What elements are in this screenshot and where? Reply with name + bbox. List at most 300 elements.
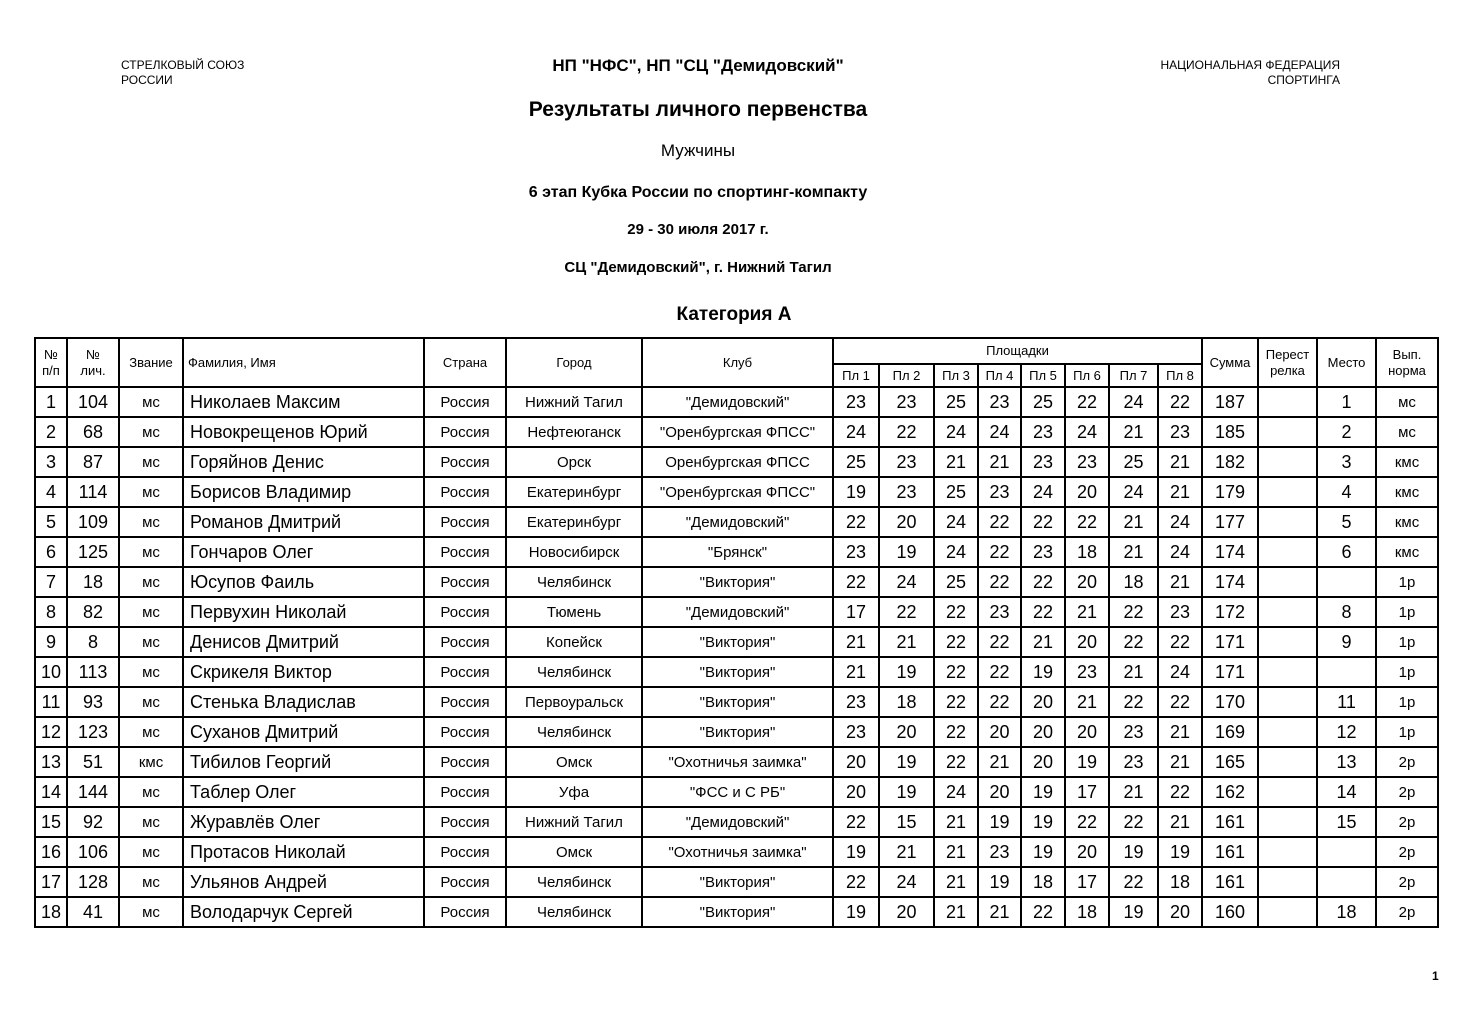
cell-ground-1: 21 — [833, 657, 879, 687]
cell-place: 15 — [1317, 807, 1376, 837]
cell-number: 2 — [35, 417, 67, 447]
cell-place — [1317, 867, 1376, 897]
cell-norm: 2р — [1376, 747, 1438, 777]
cell-ground-4: 21 — [978, 747, 1021, 777]
cell-bib: 8 — [67, 627, 119, 657]
cell-total: 162 — [1202, 777, 1258, 807]
cell-ground-1: 19 — [833, 477, 879, 507]
page-number: 1 — [1432, 969, 1439, 983]
cell-ground-6: 20 — [1065, 477, 1109, 507]
cell-country: Россия — [424, 387, 506, 417]
cell-ground-7: 23 — [1109, 747, 1158, 777]
cell-ground-2: 22 — [879, 597, 934, 627]
col-header-number: № п/п — [35, 338, 67, 387]
cell-place: 12 — [1317, 717, 1376, 747]
cell-country: Россия — [424, 837, 506, 867]
cell-ground-6: 23 — [1065, 657, 1109, 687]
cell-place — [1317, 657, 1376, 687]
cell-name: Ульянов Андрей — [183, 867, 424, 897]
col-header-ground-5: Пл 5 — [1021, 364, 1065, 387]
cell-ground-7: 21 — [1109, 507, 1158, 537]
col-header-total: Сумма — [1202, 338, 1258, 387]
event-title: 6 этап Кубка России по спортинг-компакту — [528, 184, 868, 201]
cell-ground-8: 23 — [1158, 417, 1202, 447]
cell-norm: кмс — [1376, 537, 1438, 567]
cell-shootoff — [1258, 537, 1317, 567]
cell-ground-6: 20 — [1065, 717, 1109, 747]
cell-ground-7: 21 — [1109, 417, 1158, 447]
cell-club: "Виктория" — [642, 867, 833, 897]
cell-ground-6: 21 — [1065, 597, 1109, 627]
cell-place: 9 — [1317, 627, 1376, 657]
table-row — [35, 777, 1438, 807]
cell-place: 8 — [1317, 597, 1376, 627]
cell-name: Горяйнов Денис — [183, 447, 424, 477]
cell-club: "Виктория" — [642, 567, 833, 597]
cell-ground-8: 22 — [1158, 777, 1202, 807]
cell-ground-6: 24 — [1065, 417, 1109, 447]
cell-ground-5: 20 — [1021, 747, 1065, 777]
cell-rank: мс — [119, 777, 183, 807]
cell-city: Челябинск — [506, 897, 642, 927]
cell-city: Челябинск — [506, 657, 642, 687]
cell-ground-6: 22 — [1065, 507, 1109, 537]
cell-club: "Виктория" — [642, 897, 833, 927]
cell-country: Россия — [424, 537, 506, 567]
cell-country: Россия — [424, 687, 506, 717]
cell-city: Новосибирск — [506, 537, 642, 567]
cell-total: 179 — [1202, 477, 1258, 507]
cell-ground-4: 23 — [978, 597, 1021, 627]
cell-club: Оренбургская ФПСС — [642, 447, 833, 477]
cell-shootoff — [1258, 777, 1317, 807]
cell-ground-5: 20 — [1021, 687, 1065, 717]
cell-city: Тюмень — [506, 597, 642, 627]
cell-ground-3: 24 — [934, 507, 978, 537]
cell-place: 11 — [1317, 687, 1376, 717]
cell-bib: 125 — [67, 537, 119, 567]
cell-country: Россия — [424, 897, 506, 927]
cell-bib: 41 — [67, 897, 119, 927]
cell-city: Екатеринбург — [506, 507, 642, 537]
cell-ground-7: 19 — [1109, 837, 1158, 867]
cell-ground-3: 24 — [934, 777, 978, 807]
cell-shootoff — [1258, 657, 1317, 687]
cell-ground-1: 19 — [833, 837, 879, 867]
col-header-ground-1: Пл 1 — [833, 364, 879, 387]
cell-ground-7: 22 — [1109, 687, 1158, 717]
cell-name: Новокрещенов Юрий — [183, 417, 424, 447]
cell-shootoff — [1258, 627, 1317, 657]
cell-number: 3 — [35, 447, 67, 477]
cell-rank: мс — [119, 447, 183, 477]
cell-ground-4: 22 — [978, 567, 1021, 597]
col-header-place: Место — [1317, 338, 1376, 387]
cell-total: 174 — [1202, 567, 1258, 597]
cell-ground-4: 22 — [978, 507, 1021, 537]
cell-ground-6: 22 — [1065, 387, 1109, 417]
cell-ground-1: 20 — [833, 777, 879, 807]
cell-ground-8: 20 — [1158, 897, 1202, 927]
cell-ground-5: 22 — [1021, 567, 1065, 597]
cell-total: 160 — [1202, 897, 1258, 927]
cell-norm: кмс — [1376, 477, 1438, 507]
cell-name: Первухин Николай — [183, 597, 424, 627]
page-title: Результаты личного первенства — [528, 98, 868, 121]
cell-shootoff — [1258, 717, 1317, 747]
cell-number: 16 — [35, 837, 67, 867]
cell-ground-3: 22 — [934, 657, 978, 687]
cell-norm: 1р — [1376, 717, 1438, 747]
cell-ground-4: 21 — [978, 447, 1021, 477]
cell-bib: 109 — [67, 507, 119, 537]
cell-ground-8: 22 — [1158, 387, 1202, 417]
cell-ground-5: 22 — [1021, 897, 1065, 927]
cell-shootoff — [1258, 837, 1317, 867]
cell-rank: кмс — [119, 747, 183, 777]
cell-ground-5: 18 — [1021, 867, 1065, 897]
cell-city: Уфа — [506, 777, 642, 807]
cell-ground-5: 24 — [1021, 477, 1065, 507]
cell-shootoff — [1258, 897, 1317, 927]
cell-ground-3: 25 — [934, 567, 978, 597]
cell-rank: мс — [119, 477, 183, 507]
cell-number: 14 — [35, 777, 67, 807]
cell-shootoff — [1258, 507, 1317, 537]
cell-ground-2: 19 — [879, 747, 934, 777]
cell-ground-1: 20 — [833, 747, 879, 777]
cell-place: 13 — [1317, 747, 1376, 777]
cell-shootoff — [1258, 477, 1317, 507]
table-row — [35, 537, 1438, 567]
cell-ground-2: 23 — [879, 477, 934, 507]
cell-name: Стенька Владислав — [183, 687, 424, 717]
cell-ground-3: 24 — [934, 537, 978, 567]
cell-bib: 18 — [67, 567, 119, 597]
cell-ground-8: 21 — [1158, 477, 1202, 507]
cell-bib: 128 — [67, 867, 119, 897]
category-title: Категория А — [676, 304, 792, 325]
col-header-grounds: Площадки — [833, 338, 1202, 364]
cell-ground-8: 19 — [1158, 837, 1202, 867]
cell-ground-4: 22 — [978, 657, 1021, 687]
cell-shootoff — [1258, 807, 1317, 837]
cell-country: Россия — [424, 477, 506, 507]
cell-place — [1317, 837, 1376, 867]
table-row — [35, 507, 1438, 537]
cell-number: 15 — [35, 807, 67, 837]
cell-norm: 1р — [1376, 597, 1438, 627]
cell-rank: мс — [119, 627, 183, 657]
col-header-country: Страна — [424, 338, 506, 387]
col-header-name: Фамилия, Имя — [183, 338, 424, 387]
cell-number: 9 — [35, 627, 67, 657]
cell-ground-8: 24 — [1158, 657, 1202, 687]
cell-ground-5: 22 — [1021, 597, 1065, 627]
cell-ground-7: 22 — [1109, 867, 1158, 897]
cell-ground-8: 21 — [1158, 747, 1202, 777]
cell-ground-8: 24 — [1158, 507, 1202, 537]
cell-ground-7: 22 — [1109, 807, 1158, 837]
cell-ground-7: 22 — [1109, 597, 1158, 627]
cell-ground-6: 20 — [1065, 837, 1109, 867]
col-header-ground-8: Пл 8 — [1158, 364, 1202, 387]
cell-ground-3: 25 — [934, 477, 978, 507]
cell-country: Россия — [424, 747, 506, 777]
event-venue: СЦ "Демидовский", г. Нижний Тагил — [564, 259, 832, 276]
cell-ground-5: 19 — [1021, 837, 1065, 867]
cell-bib: 92 — [67, 807, 119, 837]
table-row — [35, 867, 1438, 897]
cell-place: 4 — [1317, 477, 1376, 507]
table-row — [35, 417, 1438, 447]
cell-ground-2: 21 — [879, 627, 934, 657]
cell-bib: 104 — [67, 387, 119, 417]
cell-number: 17 — [35, 867, 67, 897]
cell-ground-4: 19 — [978, 807, 1021, 837]
cell-ground-1: 25 — [833, 447, 879, 477]
cell-shootoff — [1258, 867, 1317, 897]
cell-city: Нефтеюганск — [506, 417, 642, 447]
cell-ground-3: 24 — [934, 417, 978, 447]
cell-ground-4: 22 — [978, 687, 1021, 717]
cell-city: Первоуральск — [506, 687, 642, 717]
table-row — [35, 717, 1438, 747]
table-row — [35, 387, 1438, 417]
cell-club: "Брянск" — [642, 537, 833, 567]
cell-club: "Демидовский" — [642, 507, 833, 537]
col-header-city: Город — [506, 338, 642, 387]
left-org-line: РОССИИ — [121, 73, 173, 87]
cell-bib: 68 — [67, 417, 119, 447]
cell-bib: 87 — [67, 447, 119, 477]
cell-ground-1: 23 — [833, 387, 879, 417]
cell-ground-7: 21 — [1109, 657, 1158, 687]
cell-ground-3: 21 — [934, 837, 978, 867]
cell-number: 13 — [35, 747, 67, 777]
cell-norm: 1р — [1376, 657, 1438, 687]
cell-place: 6 — [1317, 537, 1376, 567]
cell-ground-4: 23 — [978, 477, 1021, 507]
table-row — [35, 897, 1438, 927]
cell-ground-6: 18 — [1065, 537, 1109, 567]
cell-ground-7: 21 — [1109, 777, 1158, 807]
cell-total: 169 — [1202, 717, 1258, 747]
cell-country: Россия — [424, 597, 506, 627]
cell-ground-4: 22 — [978, 627, 1021, 657]
cell-rank: мс — [119, 867, 183, 897]
cell-ground-5: 25 — [1021, 387, 1065, 417]
cell-city: Копейск — [506, 627, 642, 657]
cell-ground-2: 20 — [879, 507, 934, 537]
cell-city: Челябинск — [506, 867, 642, 897]
table-row — [35, 567, 1438, 597]
cell-number: 7 — [35, 567, 67, 597]
table-row — [35, 747, 1438, 777]
cell-ground-2: 18 — [879, 687, 934, 717]
cell-total: 172 — [1202, 597, 1258, 627]
cell-ground-7: 24 — [1109, 477, 1158, 507]
cell-norm: кмс — [1376, 507, 1438, 537]
event-dates: 29 - 30 июля 2017 г. — [627, 221, 769, 238]
col-header-ground-3: Пл 3 — [934, 364, 978, 387]
cell-ground-7: 24 — [1109, 387, 1158, 417]
table-row — [35, 837, 1438, 867]
cell-total: 174 — [1202, 537, 1258, 567]
cell-ground-6: 19 — [1065, 747, 1109, 777]
cell-ground-7: 21 — [1109, 537, 1158, 567]
cell-shootoff — [1258, 417, 1317, 447]
col-header-bib: № лич. — [67, 338, 119, 387]
cell-shootoff — [1258, 387, 1317, 417]
cell-club: "Оренбургская ФПСС" — [642, 477, 833, 507]
cell-number: 6 — [35, 537, 67, 567]
cell-ground-3: 22 — [934, 747, 978, 777]
cell-norm: 1р — [1376, 627, 1438, 657]
cell-ground-6: 18 — [1065, 897, 1109, 927]
cell-bib: 113 — [67, 657, 119, 687]
cell-country: Россия — [424, 867, 506, 897]
cell-ground-5: 23 — [1021, 447, 1065, 477]
cell-ground-4: 22 — [978, 537, 1021, 567]
cell-name: Володарчук Сергей — [183, 897, 424, 927]
cell-ground-6: 20 — [1065, 627, 1109, 657]
cell-place — [1317, 567, 1376, 597]
cell-club: "Оренбургская ФПСС" — [642, 417, 833, 447]
cell-city: Челябинск — [506, 717, 642, 747]
cell-shootoff — [1258, 447, 1317, 477]
cell-bib: 93 — [67, 687, 119, 717]
cell-ground-2: 23 — [879, 387, 934, 417]
cell-club: "Виктория" — [642, 687, 833, 717]
right-org-line: СПОРТИНГА — [1267, 73, 1340, 87]
organizers-heading: НП "НФС", НП "СЦ "Демидовский" — [552, 56, 844, 75]
cell-ground-5: 22 — [1021, 507, 1065, 537]
cell-place: 3 — [1317, 447, 1376, 477]
cell-bib: 106 — [67, 837, 119, 867]
cell-total: 171 — [1202, 657, 1258, 687]
table-row — [35, 627, 1438, 657]
cell-ground-4: 24 — [978, 417, 1021, 447]
cell-ground-7: 22 — [1109, 627, 1158, 657]
cell-total: 165 — [1202, 747, 1258, 777]
cell-rank: мс — [119, 597, 183, 627]
cell-number: 1 — [35, 387, 67, 417]
cell-place: 14 — [1317, 777, 1376, 807]
cell-total: 187 — [1202, 387, 1258, 417]
cell-ground-4: 20 — [978, 777, 1021, 807]
table-row — [35, 447, 1438, 477]
table-row — [35, 687, 1438, 717]
cell-country: Россия — [424, 657, 506, 687]
cell-rank: мс — [119, 837, 183, 867]
cell-norm: мс — [1376, 387, 1438, 417]
cell-rank: мс — [119, 897, 183, 927]
cell-place: 18 — [1317, 897, 1376, 927]
cell-ground-2: 24 — [879, 567, 934, 597]
cell-name: Таблер Олег — [183, 777, 424, 807]
cell-norm: 2р — [1376, 837, 1438, 867]
cell-club: "Демидовский" — [642, 597, 833, 627]
cell-ground-5: 23 — [1021, 537, 1065, 567]
table-row — [35, 477, 1438, 507]
cell-number: 8 — [35, 597, 67, 627]
cell-ground-1: 17 — [833, 597, 879, 627]
cell-ground-8: 23 — [1158, 597, 1202, 627]
cell-name: Борисов Владимир — [183, 477, 424, 507]
cell-bib: 144 — [67, 777, 119, 807]
cell-rank: мс — [119, 807, 183, 837]
cell-country: Россия — [424, 627, 506, 657]
cell-country: Россия — [424, 417, 506, 447]
cell-norm: 1р — [1376, 687, 1438, 717]
cell-city: Екатеринбург — [506, 477, 642, 507]
cell-ground-3: 21 — [934, 867, 978, 897]
cell-rank: мс — [119, 687, 183, 717]
cell-bib: 123 — [67, 717, 119, 747]
cell-rank: мс — [119, 657, 183, 687]
cell-country: Россия — [424, 807, 506, 837]
cell-name: Гончаров Олег — [183, 537, 424, 567]
gender-subtitle: Мужчины — [660, 141, 736, 160]
cell-number: 12 — [35, 717, 67, 747]
cell-ground-4: 20 — [978, 717, 1021, 747]
cell-ground-7: 18 — [1109, 567, 1158, 597]
cell-ground-5: 19 — [1021, 777, 1065, 807]
cell-norm: 2р — [1376, 867, 1438, 897]
cell-total: 185 — [1202, 417, 1258, 447]
cell-ground-2: 19 — [879, 537, 934, 567]
cell-ground-3: 22 — [934, 717, 978, 747]
cell-norm: 2р — [1376, 777, 1438, 807]
cell-ground-1: 22 — [833, 507, 879, 537]
cell-bib: 82 — [67, 597, 119, 627]
cell-ground-2: 21 — [879, 837, 934, 867]
cell-ground-5: 19 — [1021, 807, 1065, 837]
cell-ground-8: 18 — [1158, 867, 1202, 897]
cell-ground-8: 22 — [1158, 627, 1202, 657]
cell-ground-1: 22 — [833, 567, 879, 597]
table-row — [35, 657, 1438, 687]
cell-ground-1: 22 — [833, 807, 879, 837]
cell-name: Суханов Дмитрий — [183, 717, 424, 747]
cell-number: 10 — [35, 657, 67, 687]
col-header-norm: Вып. норма — [1376, 338, 1438, 387]
cell-ground-3: 21 — [934, 807, 978, 837]
cell-ground-4: 23 — [978, 387, 1021, 417]
cell-city: Омск — [506, 837, 642, 867]
cell-ground-3: 21 — [934, 897, 978, 927]
col-header-ground-6: Пл 6 — [1065, 364, 1109, 387]
cell-ground-1: 23 — [833, 717, 879, 747]
cell-city: Орск — [506, 447, 642, 477]
cell-ground-4: 19 — [978, 867, 1021, 897]
cell-name: Николаев Максим — [183, 387, 424, 417]
cell-ground-1: 24 — [833, 417, 879, 447]
cell-bib: 51 — [67, 747, 119, 777]
cell-rank: мс — [119, 417, 183, 447]
cell-rank: мс — [119, 567, 183, 597]
cell-ground-3: 22 — [934, 687, 978, 717]
cell-country: Россия — [424, 507, 506, 537]
cell-club: "ФСС и С РБ" — [642, 777, 833, 807]
cell-norm: 1р — [1376, 567, 1438, 597]
cell-country: Россия — [424, 447, 506, 477]
cell-ground-1: 23 — [833, 687, 879, 717]
cell-city: Нижний Тагил — [506, 807, 642, 837]
cell-shootoff — [1258, 567, 1317, 597]
cell-shootoff — [1258, 597, 1317, 627]
